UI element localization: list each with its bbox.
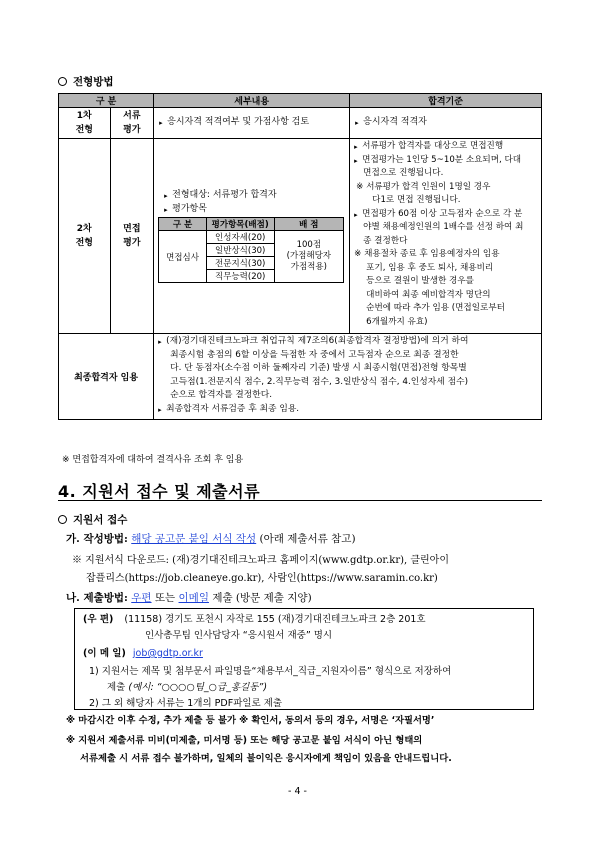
ga-label: 가. 작성방법:	[66, 533, 128, 545]
table-row-stage1	[59, 108, 542, 139]
criteria-line: 다1로 면접 진행됩니다.	[372, 195, 461, 205]
email-label: (이 메 일)	[83, 648, 126, 659]
final-label: 최종합격자 임용	[59, 334, 154, 420]
evaluation-items-table	[158, 217, 344, 283]
criteria-line: 등으로 결원이 발생한 경우를	[366, 276, 474, 286]
inner-score	[274, 231, 344, 283]
submission-box	[74, 608, 534, 710]
inner-header-row	[159, 218, 344, 231]
inner-score-line: 가점적용)	[290, 262, 327, 272]
note-after-table: ※ 면접합격자에 대하여 결격사유 조회 후 임용	[62, 455, 244, 465]
inner-header: 배 점	[274, 218, 344, 231]
stage2-detail	[154, 139, 350, 334]
final-line: 고득점(1.전문지식 점수, 2.직무능력 점수, 3.일반상식 점수, 4.인성자세 점수)	[170, 376, 468, 387]
final-detail	[154, 334, 542, 420]
rule1b-example: (예시: “○○○○팀_○급_홍길동”)	[128, 682, 268, 693]
stage1-sub-top: 서류	[123, 111, 141, 121]
criteria-line: ※ 서류평가 합격 인원이 1명일 경우	[356, 181, 491, 192]
stage1-label-top: 1차	[76, 111, 92, 121]
table-row-final	[59, 334, 542, 420]
ga-line	[66, 531, 356, 546]
post-label: (우 편)	[83, 614, 114, 625]
criteria-line: 순번에 따라 추가 임용 (면접일로부터	[366, 303, 505, 313]
rule2: 2) 그 외 해당자 서류는 1개의 PDF파일로 제출	[89, 698, 283, 709]
criteria-line: ▸ 면접평가 60점 이상 고득점자 순으로 각 분	[354, 208, 537, 222]
stage2-criteria	[350, 139, 542, 334]
section-title-text: 전형방법	[73, 76, 114, 88]
criteria-line: ※ 채용절차 종료 후 임용예정자의 임용	[354, 249, 500, 259]
post-recipient: 인사총무팀 인사담당자 “응시원서 재중” 명시	[145, 630, 333, 641]
criteria-line: ▸ 면접평가는 1인당 5~10분 소요되며, 다대	[354, 154, 537, 168]
final-line: ▸ 최종합격자 서류검증 후 최종 임용.	[158, 403, 537, 417]
stage1-sub-bottom: 평가	[123, 125, 141, 135]
rule1b	[107, 681, 267, 695]
inner-header: 구 분	[159, 218, 207, 231]
page-number: - 4 -	[288, 786, 307, 797]
subsection-title-text: 지원서 접수	[73, 514, 128, 526]
final-line: 최종시험 총점의 6할 이상을 득점한 자 중에서 고득점자 순으로 최종 결정한	[170, 349, 459, 360]
stage2-label-top: 2차	[76, 224, 92, 234]
header-detail: 세부내용	[154, 94, 350, 108]
criteria-line: 6개월까지 유효)	[366, 316, 428, 327]
stage1-criteria: ▸ 응시자격 적격자	[355, 116, 540, 130]
inner-score-line: 100점	[296, 240, 322, 250]
na-label: 나. 제출방법:	[66, 592, 128, 604]
selection-table	[58, 93, 542, 420]
criteria-line: ▸ 서류평가 합격자를 대상으로 면접진행	[354, 140, 537, 154]
stage2-sub-bottom: 평가	[123, 238, 141, 248]
table-header-row	[59, 94, 542, 108]
section4-divider	[58, 500, 542, 501]
download-line1: ※ 지원서식 다운로드: (재)경기대진테크노파크 홈페이지(www.gdtp.or.kr), 클린아이	[72, 555, 449, 566]
warning-1: ※ 마감시간 이후 수정, 추가 제출 등 불가 ※ 확인서, 동의서 등의 경우, 서명은 ‘자필서명’	[66, 715, 435, 726]
circle-bullet-icon	[58, 515, 67, 524]
post-address: (11158) 경기도 포천시 자작로 155 (재)경기대진테크노파크 2층 201호	[124, 614, 426, 625]
ga-link[interactable]: 해당 공고문 붙임 서식 작성	[131, 533, 257, 545]
stage2-detail-line: ▸ 전형대상: 서류평가 합격자	[164, 189, 345, 203]
stage2-label-bottom: 전형	[75, 238, 93, 248]
download-line2: 잡플리스(https://job.cleaneye.go.kr), 사람인(https://www.saramin.co.kr)	[86, 573, 438, 584]
inner-item: 직무능력(20)	[206, 270, 274, 283]
stage1-detail: ▸ 응시자격 적격여부 및 가점사항 검토	[159, 116, 348, 130]
stage2-detail-line: ▸ 평가항목	[164, 203, 345, 217]
stage1-label-bottom: 전형	[75, 125, 93, 135]
criteria-line: 종 결정한다	[363, 235, 408, 246]
section4-title: 4. 지원서 접수 및 제출서류	[58, 482, 261, 501]
rule1: 1) 지원서는 제목 및 첨부문서 파일명을“채용부서_직급_지원자이름” 형식으로 저장하여	[89, 666, 452, 677]
stage2-label	[59, 139, 111, 334]
warning-2b: 서류제출 시 서류 접수 불가하며, 일체의 불이익은 응시자에게 책임이 있음을 안내드립니다.	[80, 753, 452, 764]
inner-row	[159, 231, 344, 244]
warning-2a: ※ 지원서 제출서류 미비(미제출, 미서명 등) 또는 해당 공고문 붙임 서식이 아닌 형태의	[66, 735, 423, 746]
email-link[interactable]: job@gdtp.or.kr	[132, 648, 203, 659]
final-line: 다. 단 동점자(소수점 이하 둘째자리 기준) 발생 시 최종시험(면접)전형 항목별	[170, 363, 467, 373]
inner-score-line: (가점해당자	[286, 251, 332, 261]
criteria-line: 야별 채용예정인원의 1배수를 선정 하여 최	[363, 222, 524, 232]
stage1-sub	[110, 108, 154, 139]
inner-item: 일반상식(30)	[206, 244, 274, 257]
post-row	[83, 613, 426, 627]
na-link-post[interactable]: 우편	[131, 592, 152, 604]
inner-category: 면접심사	[159, 231, 207, 283]
criteria-line: 대비하여 최종 예비합격자 명단의	[366, 289, 491, 300]
na-line	[66, 590, 312, 605]
section-title-selection	[58, 74, 114, 89]
ga-rest: (아래 제출서류 참고)	[259, 533, 356, 545]
rule1b-pre: 제출	[107, 682, 126, 693]
header-criteria: 합격기준	[350, 94, 542, 108]
criteria-line: 포기, 임용 후 중도 퇴사, 채용비리	[366, 262, 494, 273]
na-rest: 제출 (방문 제출 지양)	[212, 592, 312, 604]
final-line: ▸ (재)경기대진테크노파크 취업규칙 제7조의6(최종합격자 결정방법)에 의거 하여	[158, 335, 537, 349]
stage2-sub	[110, 139, 154, 334]
criteria-line: 면접으로 진행됩니다.	[363, 168, 444, 178]
circle-bullet-icon	[58, 77, 67, 86]
email-row	[83, 647, 203, 661]
final-line: 순으로 합격자를 결정한다.	[170, 390, 273, 400]
stage2-sub-top: 면접	[123, 224, 141, 234]
inner-item: 전문지식(30)	[206, 257, 274, 270]
inner-item: 인성자세(20)	[206, 231, 274, 244]
header-gubun: 구 분	[59, 94, 154, 108]
na-link-email[interactable]: 이메일	[178, 592, 209, 604]
na-mid: 또는	[154, 592, 176, 604]
stage1-label	[59, 108, 111, 139]
subsection-title	[58, 512, 127, 527]
table-row-stage2	[59, 139, 542, 334]
inner-header: 평가항목(배점)	[206, 218, 274, 231]
